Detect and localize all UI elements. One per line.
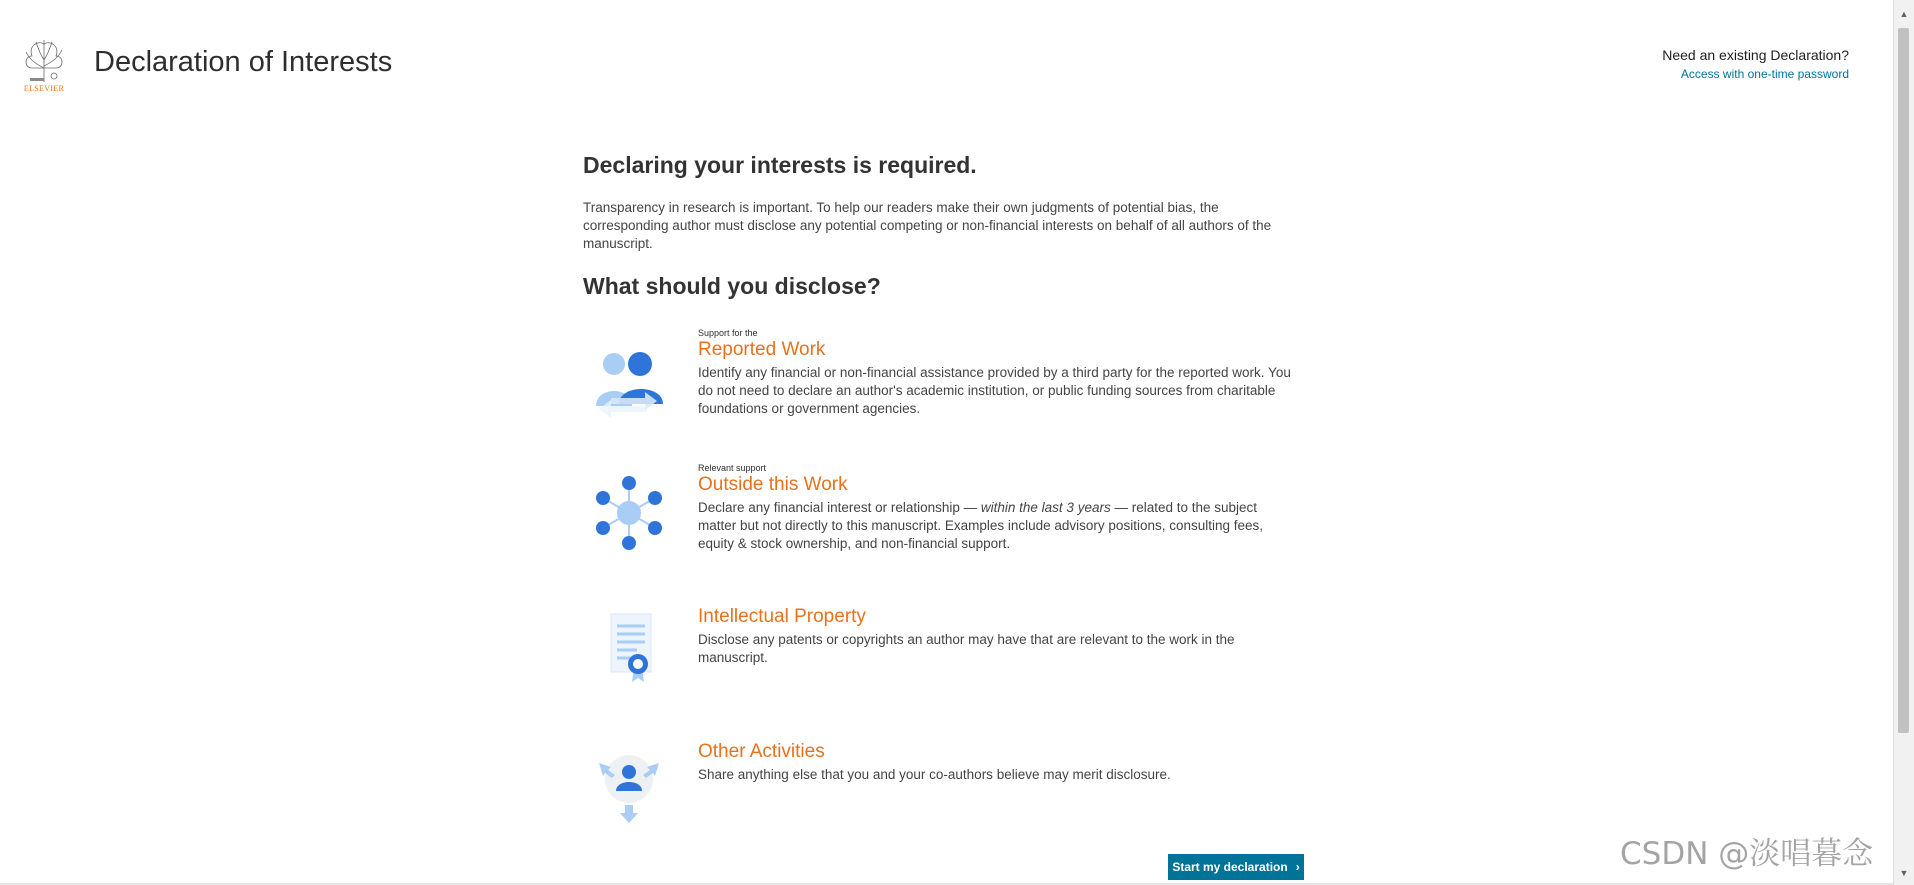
vertical-scrollbar[interactable] bbox=[1893, 0, 1914, 885]
start-declaration-label: Start my declaration bbox=[1172, 860, 1288, 874]
outside-work-title: Outside this Work bbox=[698, 474, 848, 495]
reported-work-title: Reported Work bbox=[698, 339, 826, 360]
outside-work-eyebrow: Relevant support bbox=[698, 463, 767, 473]
logo-wordmark: ELSEVIER bbox=[23, 84, 65, 93]
reported-work-text bbox=[698, 328, 1298, 418]
intro-text: Transparency in research is important. To help our readers make their own judgments of potential bias, the corresponding author must disclose any potential competing or non-financial interests on behalf of all authors of the manuscript. bbox=[583, 200, 1272, 251]
disclose-heading: What should you disclose? bbox=[583, 273, 881, 299]
page-heading: Declaring your interests is required. bbox=[583, 152, 977, 178]
start-declaration-button[interactable] bbox=[1168, 854, 1304, 880]
reported-work-eyebrow: Support for the bbox=[698, 328, 758, 338]
reported-work-description: Identify any financial or non-financial assistance provided by a third party for the reported work. You do not need to declare an author's academic institution, or public funding sources from charitable foundations or government agencies. bbox=[698, 365, 1291, 416]
network-icon bbox=[593, 473, 665, 553]
existing-declaration bbox=[1662, 47, 1849, 81]
outside-work-text bbox=[698, 463, 1298, 553]
intellectual-property-description: Disclose any patents or copyrights an author may have that are relevant to the work in the manuscript. bbox=[698, 632, 1235, 665]
outside-work-desc-emphasis: within the last 3 years bbox=[980, 500, 1111, 515]
outside-work-desc-after: — related to the subject matter but not directly to this manuscript. Examples include advisory positions, consulting fees, equity & stock ownership, and non-financial support. bbox=[698, 500, 1264, 551]
other-activities-text bbox=[698, 741, 1298, 784]
one-time-password-link[interactable]: Access with one-time password bbox=[1680, 67, 1849, 81]
people-icon bbox=[593, 338, 665, 418]
outside-work-description bbox=[698, 499, 1298, 553]
existing-declaration-question: Need an existing Declaration? bbox=[1662, 47, 1849, 63]
scroll-down-icon[interactable]: ▼ bbox=[1899, 868, 1909, 878]
main-content bbox=[583, 152, 1303, 300]
elsevier-logo[interactable] bbox=[20, 38, 68, 94]
certificate-icon bbox=[593, 608, 665, 688]
chevron-right-icon: › bbox=[1295, 860, 1300, 874]
scroll-thumb[interactable] bbox=[1898, 28, 1909, 733]
page-header bbox=[0, 0, 1894, 110]
scroll-up-icon[interactable]: ▲ bbox=[1899, 9, 1909, 19]
other-activities-description: Share anything else that you and your co-authors believe may merit disclosure. bbox=[698, 767, 1171, 782]
intellectual-property-title: Intellectual Property bbox=[698, 606, 866, 627]
elsevier-tree-icon bbox=[20, 38, 68, 84]
outside-work-desc-before: Declare any financial interest or relationship — bbox=[698, 500, 981, 515]
watermark: CSDN @淡唱暮念 bbox=[1620, 836, 1874, 872]
other-activities-title: Other Activities bbox=[698, 741, 825, 762]
intellectual-property-text bbox=[698, 606, 1298, 667]
app-title: Declaration of Interests bbox=[94, 46, 393, 78]
person-arrows-icon bbox=[593, 743, 665, 823]
